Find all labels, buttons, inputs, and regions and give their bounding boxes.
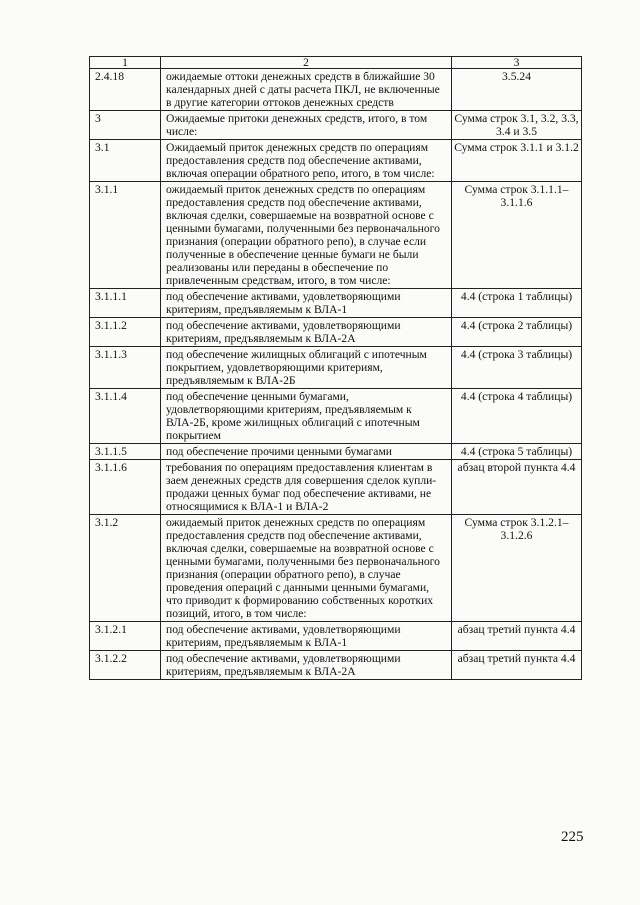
row-description: под обеспечение жилищных облигаций с ипотечным покрытием, удовлетворяющими критериям, предъявляемым к ВЛА-2Б (161, 347, 452, 389)
row-description: под обеспечение активами, удовлетворяющими критериям, предъявляемым к ВЛА-1 (161, 289, 452, 318)
table-row (90, 515, 582, 622)
row-description: Ожидаемые притоки денежных средств, итого, в том числе: (161, 111, 452, 140)
table-row (90, 111, 582, 140)
row-number: 3.1.2.2 (90, 651, 161, 680)
page-number: 225 (561, 829, 584, 845)
row-reference: 4.4 (строка 4 таблицы) (452, 389, 582, 444)
row-reference: абзац третий пункта 4.4 (452, 622, 582, 651)
row-reference: Сумма строк 3.1, 3.2, 3.3, 3.4 и 3.5 (452, 111, 582, 140)
row-number: 3.1.1.5 (90, 444, 161, 460)
row-description: требования по операциям предоставления клиентам в заем денежных средств для совершения сделок купли-продажи ценных бумаг под обеспечение активами, не относящимися к ВЛА-1 и ВЛА-2 (161, 460, 452, 515)
row-reference: Сумма строк 3.1.2.1–3.1.2.6 (452, 515, 582, 622)
row-number: 3.1.1.6 (90, 460, 161, 515)
row-reference: Сумма строк 3.1.1.1–3.1.1.6 (452, 182, 582, 289)
row-reference: 3.5.24 (452, 69, 582, 111)
table-row (90, 460, 582, 515)
row-description: ожидаемый приток денежных средств по операциям предоставления средств под обеспечение активами, включая сделки, совершаемые на возвратной основе с ценными бумагами, полученными без первоначального признания (операции обратного репо), в случае если полученные в обеспечение ценные бумаги не были реализованы или переданы в обеспечение по привлеченным средствам, итого, в том числе: (161, 182, 452, 289)
row-description: под обеспечение активами, удовлетворяющими критериям, предъявляемым к ВЛА-1 (161, 622, 452, 651)
header-col-3: 3 (452, 57, 582, 69)
header-col-1: 1 (90, 57, 161, 69)
table-row (90, 318, 582, 347)
table-row (90, 622, 582, 651)
row-description: под обеспечение активами, удовлетворяющими критериям, предъявляемым к ВЛА-2А (161, 651, 452, 680)
table-row (90, 347, 582, 389)
table-row (90, 140, 582, 182)
row-number: 3.1.1.1 (90, 289, 161, 318)
row-description: под обеспечение активами, удовлетворяющими критериям, предъявляемым к ВЛА-2А (161, 318, 452, 347)
row-reference: 4.4 (строка 2 таблицы) (452, 318, 582, 347)
row-number: 3 (90, 111, 161, 140)
row-reference: 4.4 (строка 3 таблицы) (452, 347, 582, 389)
table-row (90, 651, 582, 680)
table-row (90, 289, 582, 318)
row-number: 3.1.1.3 (90, 347, 161, 389)
row-reference: 4.4 (строка 1 таблицы) (452, 289, 582, 318)
header-col-2: 2 (161, 57, 452, 69)
row-description: Ожидаемый приток денежных средств по операциям предоставления средств под обеспечение активами, включая операции обратного репо, итого, в том числе: (161, 140, 452, 182)
row-number: 3.1.2 (90, 515, 161, 622)
row-reference: абзац третий пункта 4.4 (452, 651, 582, 680)
row-description: ожидаемые оттоки денежных средств в ближайшие 30 календарных дней с даты расчета ПКЛ, не включенные в другие категории оттоков денежных средств (161, 69, 452, 111)
row-description: ожидаемый приток денежных средств по операциям предоставления средств под обеспечение активами, включая сделки, совершаемые на возвратной основе с ценными бумагами, полученными без первоначального признания (операции обратного репо), в случае проведения операций с данными ценными бумагами, что приводит к формированию собственных коротких позиций, итого, в том числе: (161, 515, 452, 622)
row-number: 2.4.18 (90, 69, 161, 111)
table-header-row (90, 57, 582, 69)
row-number: 3.1.1 (90, 182, 161, 289)
row-reference: Сумма строк 3.1.1 и 3.1.2 (452, 140, 582, 182)
row-description: под обеспечение прочими ценными бумагами (161, 444, 452, 460)
row-number: 3.1.1.2 (90, 318, 161, 347)
table-row (90, 69, 582, 111)
table-row (90, 444, 582, 460)
row-number: 3.1.1.4 (90, 389, 161, 444)
row-number: 3.1.2.1 (90, 622, 161, 651)
table-row (90, 389, 582, 444)
table-row (90, 182, 582, 289)
document-table (89, 56, 582, 680)
row-reference: абзац второй пункта 4.4 (452, 460, 582, 515)
row-description: под обеспечение ценными бумагами, удовлетворяющими критериям, предъявляемым к ВЛА-2Б, кроме жилищных облигаций с ипотечным покрытием (161, 389, 452, 444)
row-number: 3.1 (90, 140, 161, 182)
row-reference: 4.4 (строка 5 таблицы) (452, 444, 582, 460)
